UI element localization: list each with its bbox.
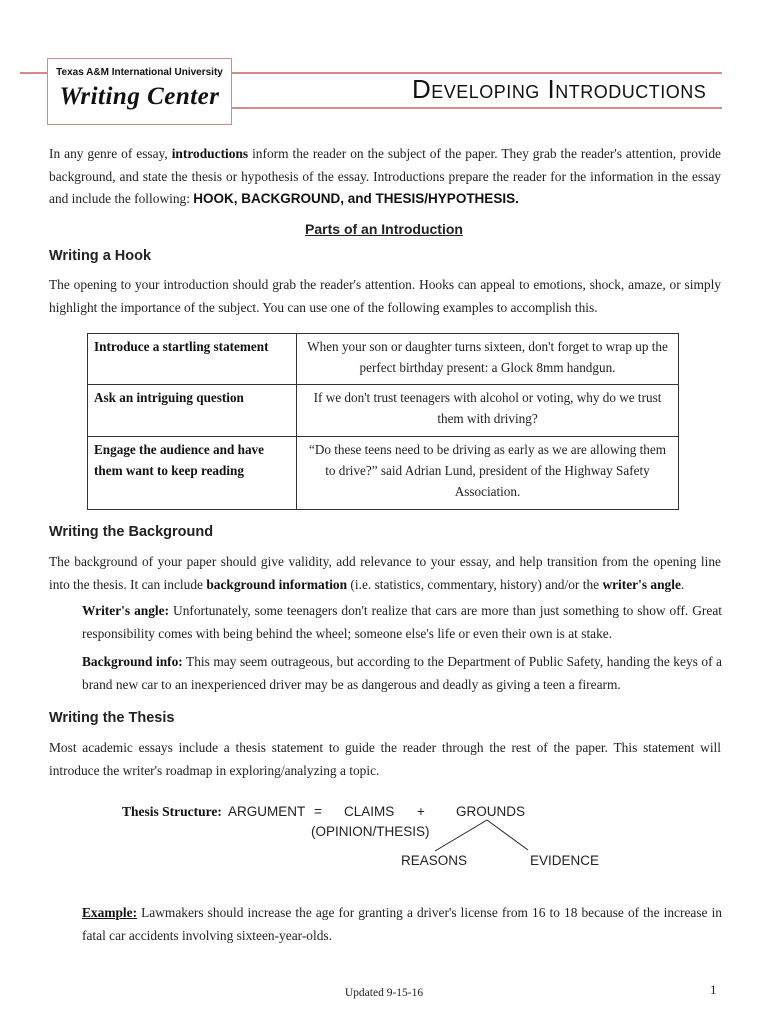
hook-paragraph: The opening to your introduction should grab the reader's attention. Hooks can appeal to emotions, shock, amaze, or simply highlight the importance of the subject. You can use one of the following examples to accomplish this. [49, 277, 721, 315]
diagram-claims: CLAIMS [344, 804, 395, 819]
thesis-paragraph: Most academic essays include a thesis statement to guide the reader through the rest of the paper. This statement will introduce the writer's roadmap in exploring/analyzing a topic. [49, 740, 721, 778]
diagram-reasons: REASONS [401, 853, 468, 868]
parts-title: Parts of an Introduction [305, 221, 463, 237]
background-keyword-2: writer's angle [602, 576, 681, 592]
diagram-opinion: (OPINION/THESIS) [311, 824, 430, 839]
hook-type: Engage the audience and have them want to keep reading [88, 437, 297, 510]
hook-examples-table [87, 333, 679, 510]
diagram-evidence: EVIDENCE [530, 853, 600, 868]
writers-angle-example [82, 600, 722, 645]
hook-heading: Writing a Hook [49, 248, 152, 264]
intro-keyword: introductions [171, 146, 249, 161]
thesis-structure-label: Thesis Structure: [122, 804, 222, 819]
background-info-example [82, 651, 722, 696]
hook-type: Ask an intriguing question [88, 385, 297, 437]
diagram-argument: ARGUMENT [228, 804, 306, 819]
background-keyword-1: background information [206, 576, 348, 592]
background-text-1: The background of your paper should give validity, add relevance to your essay, and help transition from the opening line into the thesis. It can include [49, 554, 721, 592]
table-row [88, 437, 679, 510]
diagram-branch-lines [400, 818, 570, 858]
title-underline [232, 107, 722, 109]
thesis-example-text: Lawmakers should increase the age for granting a driver's license from 16 to 18 because of the increase in fatal car accidents involving sixteen-year-olds. [82, 905, 722, 943]
background-heading: Writing the Background [49, 524, 214, 540]
writers-angle-text: Unfortunately, some teenagers don't realize that cars are more than just something to show off. Great responsibility comes with being behind the wheel; someone else's life or even their own is at stake. [82, 603, 722, 641]
diagram-equals: = [314, 804, 322, 819]
writers-angle-label: Writer's angle: [82, 603, 170, 618]
page-title: Developing Introductions [412, 74, 707, 104]
university-name: Texas A&M International University [56, 67, 223, 78]
background-paragraph [49, 551, 721, 596]
updated-date: Updated 9-15-16 [344, 987, 424, 999]
writing-center-name: Writing Center [59, 83, 220, 110]
background-text-3: . [680, 576, 685, 592]
page-number: 1 [710, 982, 717, 997]
intro-text-1: In any genre of essay, [49, 146, 172, 161]
thesis-heading: Writing the Thesis [49, 710, 175, 726]
background-info-text: This may seem outrageous, but according to the Department of Public Safety, handing the keys of a brand new car to an inexperienced driver may be as dangerous and deadly as giving a teen a firearm. [82, 654, 722, 692]
hook-example: When your son or daughter turns sixteen, don't forget to wrap up the perfect birthday present: a Glock 8mm handgun. [297, 334, 679, 385]
writing-center-logo [47, 58, 232, 125]
background-text-2: (i.e. statistics, commentary, history) and/or the [347, 576, 603, 592]
header-rule-left [20, 72, 47, 74]
diagram-plus: + [417, 804, 425, 819]
table-row [88, 385, 679, 437]
table-row [88, 334, 679, 385]
background-info-label: Background info: [82, 654, 183, 669]
diagram-grounds: GROUNDS [456, 804, 526, 819]
hook-example: If we don't trust teenagers with alcohol or voting, why do we trust them with driving? [297, 385, 679, 437]
intro-text-2: inform the reader on the subject of the paper. They grab the reader's attention, provide background, and state the thesis or hypothesis of the essay. Introductions prepare the reader for the information in the essay and include the following: [49, 146, 721, 206]
hook-example: “Do these teens need to be driving as early as we are allowing them to drive?” said Adrian Lund, president of the Highway Safety Association. [297, 437, 679, 510]
hook-type: Introduce a startling statement [88, 334, 297, 385]
intro-parts-list: HOOK, BACKGROUND, and THESIS/HYPOTHESIS. [193, 191, 519, 206]
intro-paragraph [49, 143, 721, 211]
thesis-example-label: Example: [82, 905, 138, 920]
thesis-example [82, 902, 722, 947]
